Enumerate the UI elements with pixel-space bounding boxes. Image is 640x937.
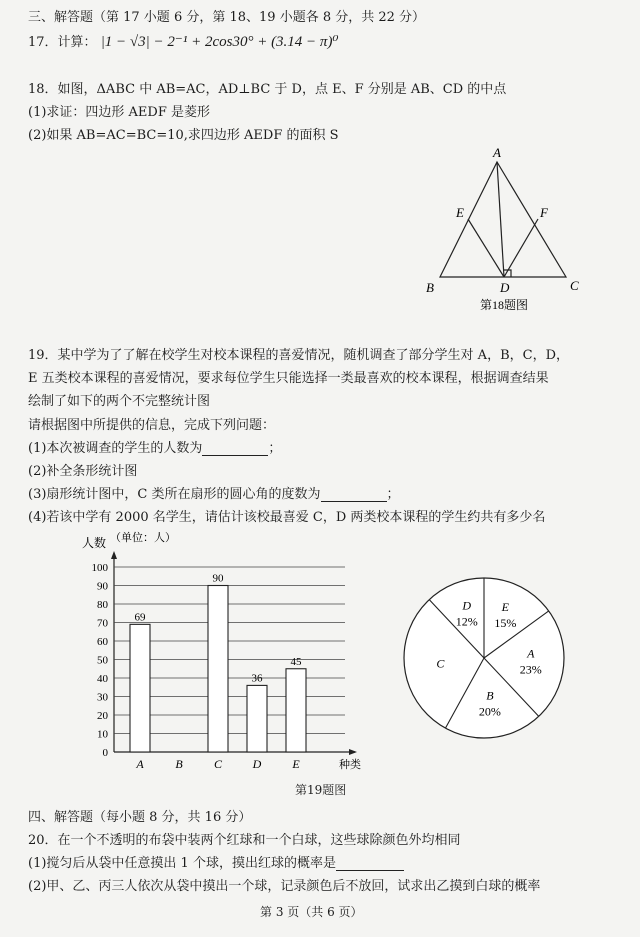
y-axis-label: 人数 <box>82 536 107 550</box>
bar-d <box>247 685 267 752</box>
label-e: E <box>456 205 464 220</box>
y-tick-label: 80 <box>97 599 108 611</box>
label-f: F <box>540 205 548 220</box>
y-tick-label: 50 <box>97 654 108 667</box>
y-tick-label: 10 <box>97 728 108 741</box>
x-tick-label: E <box>292 757 300 771</box>
q19-prompt: 请根据图中所提供的信息，完成下列问题： <box>28 418 276 433</box>
slice-label-e: E <box>501 600 510 615</box>
label-b: B <box>426 280 434 295</box>
q19-part3-text: (3)扇形统计图中，C 类所在扇形的圆心角的度数为 <box>28 487 321 502</box>
q19-part3 <box>28 483 400 502</box>
q17-prefix: 17．计算： <box>28 35 97 50</box>
x-axis-label: 种类 <box>339 759 361 771</box>
q19-stem-2: E 五类校本课程的喜爱情况，要求每位学生只能选择一类最喜欢的校本课程，根据调查结果 <box>28 371 549 386</box>
slice-label-a: A <box>527 646 535 661</box>
q19-part1-end: ； <box>268 441 282 456</box>
bar-a <box>130 624 150 752</box>
bar-c <box>208 586 228 753</box>
section4-header: 四、解答题（每小题 8 分，共 16 分） <box>28 810 252 825</box>
y-tick-label: 20 <box>97 710 108 722</box>
y-tick-label: 70 <box>97 617 108 630</box>
segment-fd <box>504 219 538 277</box>
slice-pct-e: 15% <box>494 616 517 631</box>
fig18-caption: 第18题图 <box>480 298 529 312</box>
q19-part3-end: ； <box>386 487 400 502</box>
y-tick-label: 90 <box>97 580 108 593</box>
pie-chart <box>395 570 575 750</box>
q20-stem: 20．在一个不透明的布袋中装两个红球和一个白球，这些球除颜色外均相同 <box>28 833 461 848</box>
y-axis-arrow <box>111 551 117 559</box>
data-label-d: 36 <box>251 672 263 685</box>
slice-label-d: D <box>462 598 472 613</box>
segment-ed <box>468 219 504 277</box>
section3-header: 三、解答题（第 17 小题 6 分，第 18、19 小题各 8 分，共 22 分） <box>28 10 426 25</box>
q20-part1 <box>28 852 404 871</box>
slice-pct-a: 23% <box>519 662 542 677</box>
data-label-c: 90 <box>212 572 224 585</box>
fig19-caption: 第19题图 <box>295 783 347 797</box>
page-footer: 第 3 页（共 6 页） <box>260 905 363 919</box>
y-tick-label: 30 <box>97 691 108 704</box>
bar-e <box>286 669 306 752</box>
q17 <box>28 31 338 51</box>
q19-part4: (4)若该中学有 2000 名学生，请估计该校最喜爱 C，D 两类校本课程的学生约共有多少名 <box>28 510 546 525</box>
q19-part1-text: (1)本次被调查的学生的人数为 <box>28 441 203 456</box>
slice-label-b: B <box>486 688 494 703</box>
slice-pct-d: 12% <box>455 614 478 629</box>
segment-ad <box>497 162 504 277</box>
bar-chart <box>80 528 370 773</box>
x-tick-label: A <box>136 757 144 771</box>
label-c: C <box>570 278 579 293</box>
y-tick-label: 40 <box>97 673 108 685</box>
x-tick-label: B <box>175 757 183 771</box>
data-label-a: 69 <box>134 611 146 624</box>
slice-pct-b: 20% <box>478 704 501 719</box>
q18-figure <box>420 145 590 315</box>
label-a: A <box>493 145 501 160</box>
q18-part2: (2)如果 AB=AC=BC=10,求四边形 AEDF 的面积 S <box>28 128 339 143</box>
label-d: D <box>500 280 510 295</box>
answer-blank-1[interactable] <box>202 443 268 456</box>
y-tick-label: 100 <box>91 562 108 574</box>
q19-part1 <box>28 437 281 456</box>
answer-blank-20[interactable] <box>336 858 404 871</box>
q18-stem: 18．如图，ΔABC 中 AB=AC，AD⊥BC 于 D，点 E、F 分别是 AB、CD 的中点 <box>28 82 507 97</box>
x-tick-label: D <box>252 757 262 771</box>
q19-stem-1: 19．某中学为了了解在校学生对校本课程的喜爱情况，随机调查了部分学生对 A，B，C，D， <box>28 348 569 363</box>
q17-expression: |1 − √3| − 2⁻¹ + 2cos30° + (3.14 − π)⁰ <box>100 34 339 50</box>
data-label-e: 45 <box>290 655 302 668</box>
q20-part1-text: (1)搅匀后从袋中任意摸出 1 个球，摸出红球的概率是 <box>28 856 336 871</box>
x-axis-arrow <box>349 749 357 755</box>
answer-blank-3[interactable] <box>321 489 387 502</box>
slice-label-c: C <box>436 656 445 671</box>
y-tick-label: 60 <box>97 636 108 648</box>
y-axis-unit: （单位：人） <box>110 532 176 544</box>
q19-stem-3: 绘制了如下的两个不完整统计图 <box>28 394 211 409</box>
q20-part2: (2)甲、乙、丙三人依次从袋中摸出一个球，记录颜色后不放回，试求出乙摸到白球的概率 <box>28 879 541 894</box>
q18-part1: (1)求证：四边形 AEDF 是菱形 <box>28 105 211 120</box>
x-tick-label: C <box>213 757 223 771</box>
q19-part2: (2)补全条形统计图 <box>28 464 138 479</box>
y-tick-label: 0 <box>102 747 108 759</box>
